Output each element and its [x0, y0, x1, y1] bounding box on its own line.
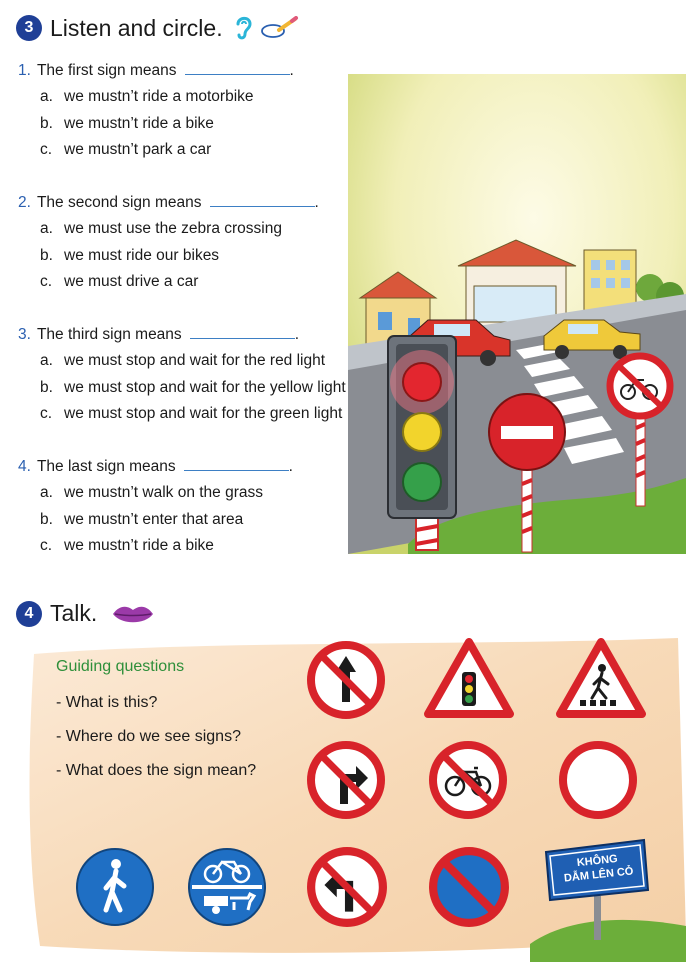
- street-scene-illustration: [348, 74, 686, 554]
- no-parking-sign[interactable]: [428, 846, 510, 928]
- question-3: 3. The third sign means . a. we must stop and wait for the red light b. we must stop and wait for the yellow light c. we must stop and wait for the green light: [18, 322, 358, 428]
- section-3-header: [16, 14, 299, 42]
- traffic-light: [388, 336, 456, 550]
- question-number: 2.: [18, 194, 31, 211]
- question-number: 3.: [18, 326, 31, 343]
- question-text: The third sign means: [36, 326, 182, 343]
- grass-sign-line-2: DẪM LÊN CỎ: [563, 865, 634, 885]
- ear-icon: [233, 14, 255, 42]
- lips-icon: [111, 603, 155, 625]
- no-vehicles-sign[interactable]: [558, 740, 638, 820]
- answer-blank[interactable]: [184, 456, 289, 471]
- guiding-question: - What does the sign mean?: [56, 762, 257, 779]
- no-right-turn-sign[interactable]: [306, 740, 386, 820]
- option-a[interactable]: a. we mustn’t ride a motorbike: [40, 88, 254, 105]
- question-2: 2. The second sign means . a. we must use the zebra crossing b. we must ride our bikes c. we must drive a car: [18, 190, 358, 296]
- pencil-circle-icon: [259, 16, 299, 40]
- section-number-badge: 3: [16, 15, 42, 41]
- question-4: 4. The last sign means . a. we mustn’t walk on the grass b. we mustn’t enter that area c. we mustn’t ride a bike: [18, 454, 358, 560]
- section-number-badge: 4: [16, 601, 42, 627]
- option-c[interactable]: c. we mustn’t park a car: [40, 141, 212, 158]
- section-title: Listen and circle.: [50, 14, 223, 41]
- question-text: The first sign means: [36, 62, 177, 79]
- option-b[interactable]: b. we mustn’t enter that area: [40, 510, 244, 528]
- answer-blank[interactable]: [185, 60, 290, 75]
- pedestrian-crossing-warning-sign[interactable]: [556, 638, 646, 720]
- answer-blank[interactable]: [210, 192, 315, 207]
- question-text: The second sign means: [36, 194, 202, 211]
- grass-sign-line-1: KHÔNG: [576, 852, 619, 870]
- option-a[interactable]: a. we must use the zebra crossing: [40, 220, 282, 237]
- question-1: 1. The first sign means . a. we mustn’t ride a motorbike b. we mustn’t ride a bike c. we mustn’t park a car: [18, 58, 358, 164]
- answer-blank[interactable]: [190, 324, 295, 339]
- keep-off-grass-sign[interactable]: [542, 838, 652, 948]
- option-c[interactable]: c. we must drive a car: [40, 273, 199, 290]
- option-b[interactable]: b. we must stop and wait for the yellow light: [40, 378, 346, 396]
- option-a[interactable]: a. we mustn’t walk on the grass: [40, 484, 264, 501]
- option-b[interactable]: b. we must ride our bikes: [40, 246, 220, 264]
- no-straight-ahead-sign[interactable]: [306, 640, 386, 720]
- question-number: 1.: [18, 62, 31, 79]
- traffic-light-warning-sign[interactable]: [424, 638, 514, 720]
- option-c[interactable]: c. we mustn’t ride a bike: [40, 537, 214, 554]
- no-bicycle-sign[interactable]: [428, 740, 508, 820]
- no-left-turn-sign[interactable]: [306, 846, 388, 928]
- option-a[interactable]: a. we must stop and wait for the red light: [40, 352, 326, 369]
- pedestrian-path-sign[interactable]: [74, 846, 156, 928]
- guiding-questions-title: Guiding questions: [56, 658, 185, 675]
- bicycle-and-cart-lane-sign[interactable]: [186, 846, 268, 928]
- question-number: 4.: [18, 458, 31, 475]
- guiding-question: - What is this?: [56, 694, 158, 711]
- section-title: Talk.: [50, 600, 98, 626]
- section-4-header: [16, 600, 155, 627]
- guiding-question: - Where do we see signs?: [56, 728, 241, 745]
- option-c[interactable]: c. we must stop and wait for the green light: [40, 405, 343, 422]
- question-text: The last sign means: [36, 458, 176, 475]
- option-b[interactable]: b. we mustn’t ride a bike: [40, 114, 214, 132]
- guiding-questions: [56, 658, 256, 788]
